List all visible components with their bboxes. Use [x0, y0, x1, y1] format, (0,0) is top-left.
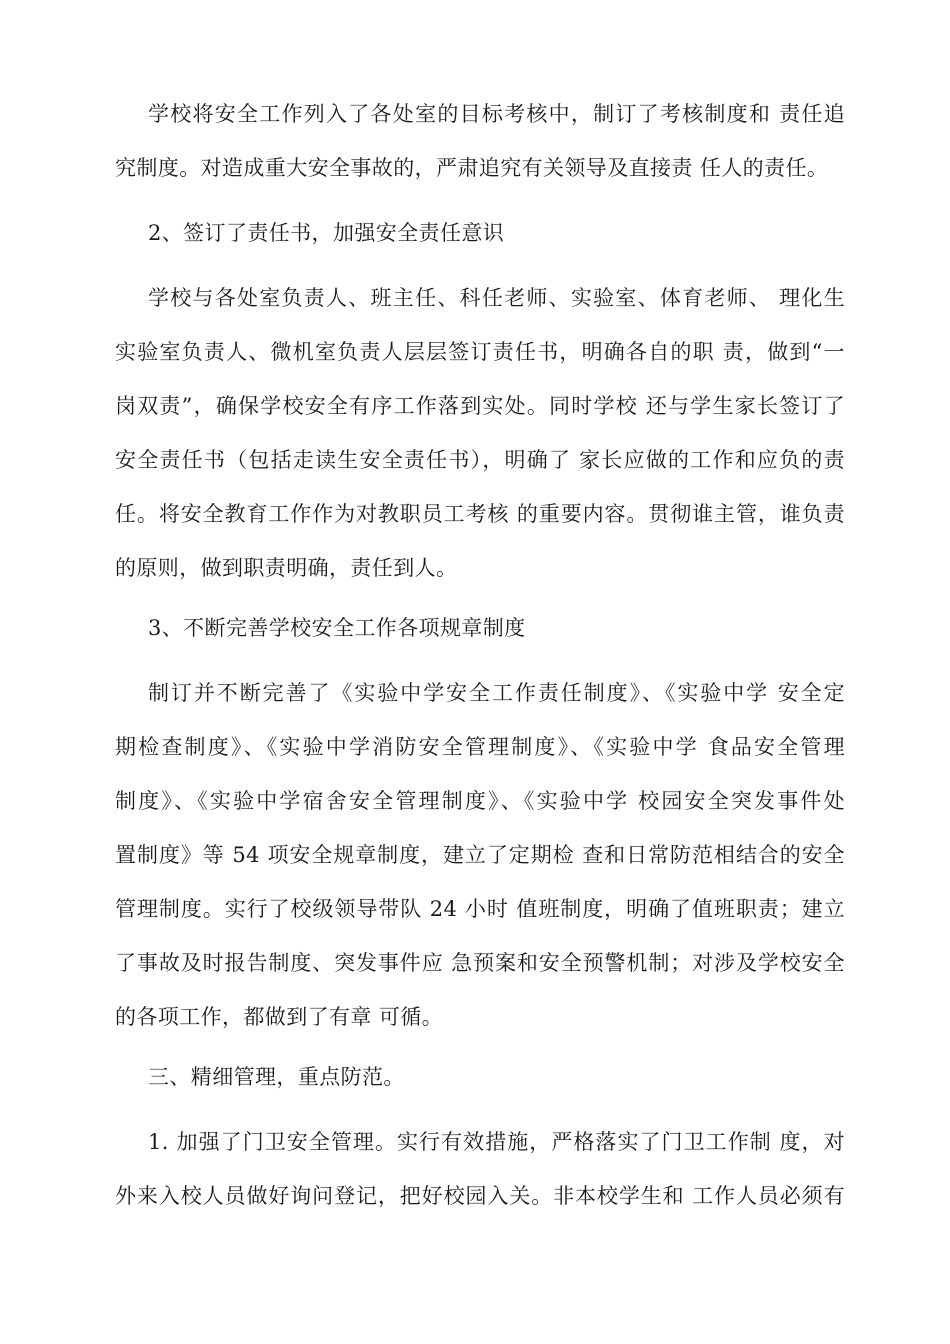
heading-fine-management [115, 1050, 845, 1104]
text-line: 制订并不断完善了《实验中学安全工作责任制度》、《实验中学 安全定 [148, 681, 845, 705]
text-line: 学校与各处室负责人、班主任、科任老师、实验室、体育老师、 理化生 [148, 286, 845, 310]
text-line: 外来入校人员做好询问登记，把好校园入关。非本校学生和 工作人员必须有 [115, 1184, 845, 1208]
text-line: 任。将安全教育工作作为对教职员工考核 的重要内容。贯彻谁主管，谁负责 [115, 502, 845, 526]
paragraph-gate-security [115, 1115, 845, 1223]
text-line: 的各项工作，都做到了有章 可循。 [115, 1005, 444, 1029]
section-heading: 3、不断完善学校安全工作各项规章制度 [148, 616, 526, 640]
section-heading: 2、签订了责任书，加强安全责任意识 [148, 221, 505, 245]
section-heading: 三、精细管理，重点防范。 [148, 1065, 405, 1089]
text-line: 制度》、《实验中学宿舍安全管理制度》、《实验中学 校园安全突发事件处 [115, 789, 845, 813]
text-line: 管理制度。实行了校级领导带队 24 小时 值班制度，明确了值班职责；建立 [115, 897, 845, 921]
paragraph-safety-assessment [115, 87, 845, 195]
heading-regulations [115, 601, 845, 655]
heading-responsibility-letter [115, 206, 845, 260]
text-line: 学校将安全工作列入了各处室的目标考核中，制订了考核制度和 责任追 [148, 102, 845, 126]
text-line: 置制度》等 54 项安全规章制度，建立了定期检 查和日常防范相结合的安全 [115, 843, 845, 867]
paragraph-responsibility-letter [115, 271, 845, 595]
text-line: 究制度。对造成重大安全事故的，严肃追究有关领导及直接责 任人的责任。 [115, 156, 829, 180]
text-line: 实验室负责人、微机室负责人层层签订责任书，明确各自的职 责，做到“一 [115, 340, 845, 364]
paragraph-regulations [115, 666, 845, 1044]
text-line: 的原则，做到职责明确，责任到人。 [115, 556, 458, 580]
text-line: 1. 加强了门卫安全管理。实行有效措施，严格落实了门卫工作制 度，对 [148, 1130, 845, 1154]
text-line: 了事故及时报告制度、突发事件应 急预案和安全预警机制；对涉及学校安全 [115, 951, 845, 975]
text-line: 期检查制度》、《实验中学消防安全管理制度》、《实验中学 食品安全管理 [115, 735, 845, 759]
text-line: 岗双责”，确保学校安全有序工作落到实处。同时学校 还与学生家长签订了 [115, 394, 845, 418]
text-line: 安全责任书（包括走读生安全责任书），明确了 家长应做的工作和应负的责 [115, 448, 845, 472]
